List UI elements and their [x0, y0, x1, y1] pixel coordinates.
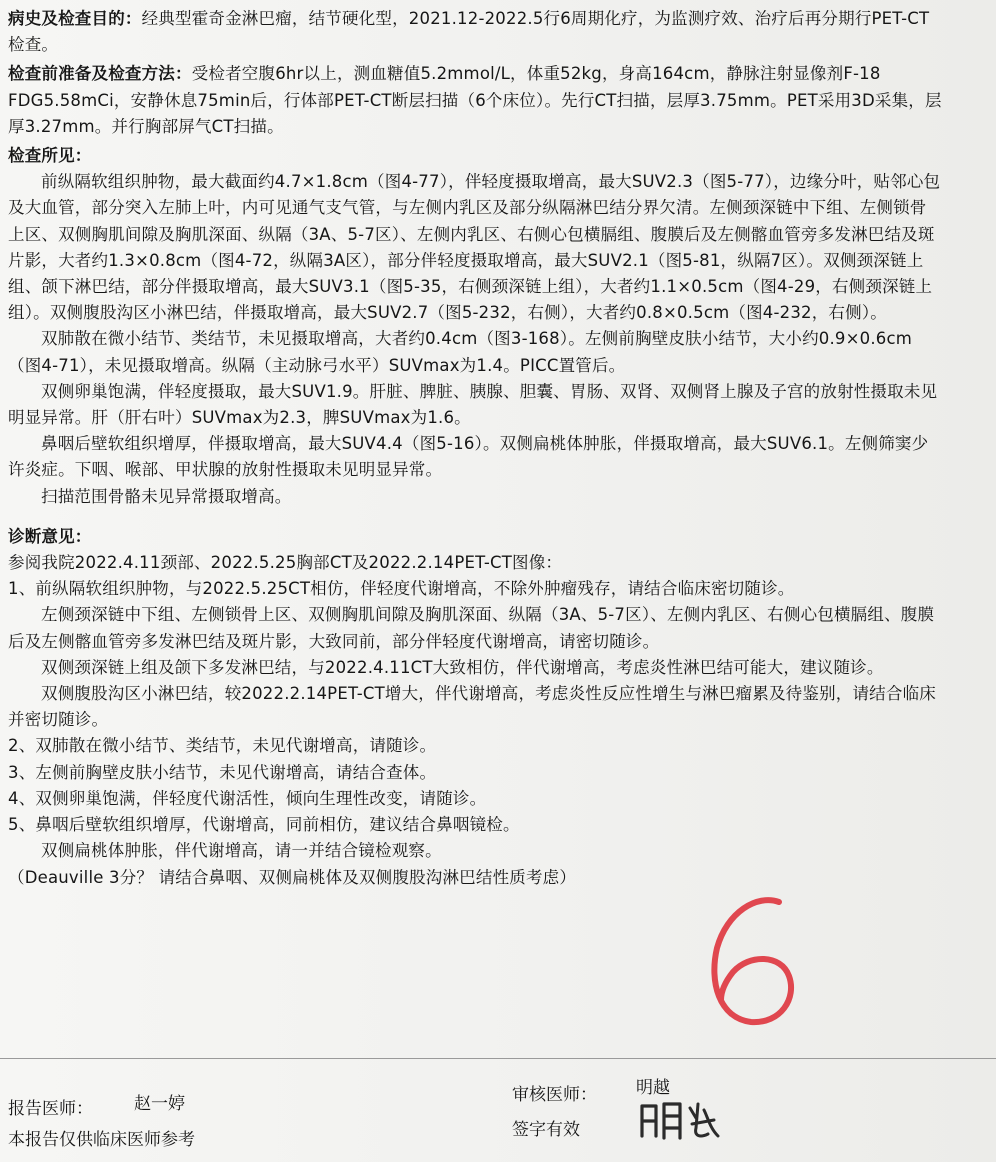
prep-label: 检查前准备及检查方法：	[8, 64, 192, 84]
handwritten-signature	[636, 1098, 720, 1144]
diagnosis-item: 2、双肺散在微小结节、类结节，未见代谢增高，请随诊。	[8, 736, 437, 756]
reporter-label: 报告医师：	[8, 1099, 93, 1119]
reporter-name: 赵一婷	[134, 1094, 185, 1114]
diagnosis-item: 左侧颈深链中下组、左侧锁骨上区、双侧胸肌间隙及胸肌深面、纵隔（3A、5-7区）、左侧内乳区、右侧心包横膈组、腹膜后及左侧髂血管旁多发淋巴结及斑片影，大致同前，部分伴轻度代谢增高，请密切随诊。	[8, 605, 935, 651]
history-text: 经典型霍奇金淋巴瘤，结节硬化型，2021.12-2022.5行6周期化疗，为监测疗效、治疗后再分期行PET-CT检查。	[8, 9, 930, 55]
diagnosis-item: 双侧扁桃体肿胀，伴代谢增高，请一并结合镜检观察。	[41, 841, 442, 861]
reviewer-label: 审核医师：	[512, 1085, 597, 1105]
findings-paragraph: 前纵隔软组织肿物，最大截面约4.7×1.8cm（图4-77），伴轻度摄取增高，最大SUV2.3（图5-77），边缘分叶，贴邻心包及大血管，部分突入左肺上叶，内可见通气支气管，与左侧内乳区及部分纵隔淋巴结分界欠清。左侧颈深链中下组、左侧锁骨上区、双侧胸肌间隙及胸肌深面、纵隔（3A、5-7区）、左侧内乳区、右侧心包横膈组、腹膜后及左侧髂血管旁多发淋巴结及斑片影，大者约1.3×0.8cm（图4-72，纵隔3A区），部分伴轻度摄取增高，最大SUV2.1（图5-81，纵隔7区）。双侧颈深链上组、颌下淋巴结，部分伴摄取增高，最大SUV3.1（图5-35，右侧颈深链上组），大者约1.1×0.5cm（图4-29，右侧颈深链上组）。双侧腹股沟区小淋巴结，伴摄取增高，最大SUV2.7（图5-232，右侧），大者约0.8×0.5cm（图4-232，右侧）。	[8, 172, 941, 323]
history-label: 病史及检查目的：	[8, 9, 142, 28]
diagnosis-item: 3、左侧前胸壁皮肤小结节，未见代谢增高，请结合查体。	[8, 762, 437, 782]
diagnosis-item: 4、双侧卵巢饱满，伴轻度代谢活性，倾向生理性改变，请随诊。	[8, 788, 487, 808]
handwritten-six-mark	[705, 890, 805, 1032]
findings-paragraph: 鼻咽后壁软组织增厚，伴摄取增高，最大SUV4.4（图5-16）。双侧扁桃体肿胀，伴摄取增高，最大SUV6.1。左侧筛窦少许炎症。下咽、喉部、甲状腺的放射性摄取未见明显异常。	[8, 434, 929, 480]
findings-paragraph: 扫描范围骨骼未见异常摄取增高。	[41, 486, 292, 506]
footer-divider	[0, 1058, 996, 1059]
findings-paragraph: 双肺散在微小结节、类结节，未见摄取增高，大者约0.4cm（图3-168）。左侧前胸壁皮肤小结节，大小约0.9×0.6cm（图4-71），未见摄取增高。纵隔（主动脉弓水平）SUVmax为1.4。PICC置管后。	[8, 329, 913, 375]
diagnosis-item: 双侧颈深链上组及颌下多发淋巴结，与2022.4.11CT大致相仿，伴代谢增高，考虑炎性淋巴结可能大，建议随诊。	[41, 657, 884, 677]
history-section	[8, 6, 943, 58]
diagnosis-item: 5、鼻咽后壁软组织增厚，代谢增高，同前相仿，建议结合鼻咽镜检。	[8, 815, 520, 835]
diagnosis-item: 双侧腹股沟区小淋巴结，较2022.2.14PET-CT增大，伴代谢增高，考虑炎性反应性增生与淋巴瘤累及待鉴别，请结合临床并密切随诊。	[8, 684, 936, 730]
reviewer-name: 明越	[636, 1078, 670, 1098]
disclaimer: 本报告仅供临床医师参考	[8, 1130, 195, 1150]
diagnosis-reference: 参阅我院2022.4.11颈部、2022.5.25胸部CT及2022.2.14PET-CT图像：	[8, 553, 563, 573]
diagnosis-item: 1、前纵隔软组织肿物，与2022.5.25CT相仿，伴轻度代谢增高，不除外肿瘤残存，请结合临床密切随诊。	[8, 579, 795, 599]
diagnosis-label: 诊断意见：	[8, 526, 92, 546]
diagnosis-item: （Deauville 3分？ 请结合鼻咽、双侧扁桃体及双侧腹股沟淋巴结性质考虑）	[8, 867, 577, 887]
report-body	[8, 6, 943, 891]
findings-paragraph: 双侧卵巢饱满，伴轻度摄取，最大SUV1.9。肝脏、脾脏、胰腺、胆囊、胃肠、双肾、双侧肾上腺及子宫的放射性摄取未见明显异常。肝（肝右叶）SUVmax为2.3，脾SUVmax为1.6。	[8, 381, 938, 428]
findings-label: 检查所见：	[8, 146, 92, 166]
prep-text: 受检者空腹6hr以上，测血糖值5.2mmol/L，体重52kg，身高164cm，静脉注射显像剂F-18 FDG5.58mCi，安静休息75min后，行体部PET-CT断层扫描（6个床位）。先行CT扫描，层厚3.75mm。PET采用3D采集，层厚3.27mm。并行胸部屏气CT扫描。	[8, 64, 942, 136]
prep-section	[8, 61, 943, 140]
signature-label: 签字有效	[512, 1120, 580, 1140]
